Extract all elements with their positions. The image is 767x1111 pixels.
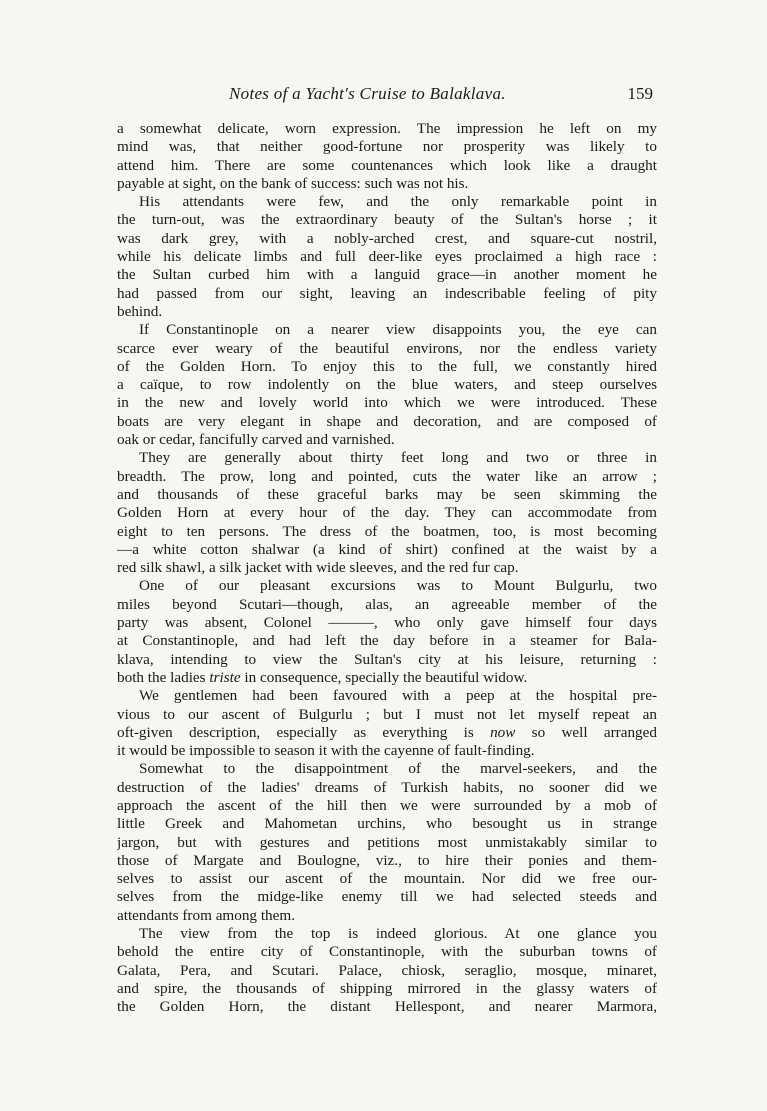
text-line: If Constantinople on a nearer view disappoints you, the eye can xyxy=(139,321,657,339)
text-line: and spire, the thousands of shipping mirrored in the glassy waters of xyxy=(117,979,657,997)
text-line: Somewhat to the disappointment of the marvel-seekers, and the xyxy=(139,760,657,778)
text-line: red silk shawl, a silk jacket with wide sleeves, and the red fur cap. xyxy=(117,559,519,577)
text-line: oft-given description, especially as everything is now so well arranged xyxy=(117,723,657,741)
page-number: 159 xyxy=(627,84,653,103)
text-line: oak or cedar, fancifully carved and varnished. xyxy=(117,431,395,449)
text-line: a somewhat delicate, worn expression. The impression he left on my xyxy=(117,120,657,137)
text-line: jargon, but with gestures and petitions most unmistakably similar to xyxy=(117,833,657,851)
text-line: party was absent, Colonel ———, who only gave himself four days xyxy=(117,614,657,632)
text-line: klava, intending to view the Sultan's city at his leisure, returning : xyxy=(117,650,657,668)
text-line: approach the ascent of the hill then we were surrounded by a mob of xyxy=(117,796,657,814)
text-line: in the new and lovely world into which we were introduced. These xyxy=(117,394,657,412)
text-line: vious to our ascent of Bulgurlu ; but I must not let myself repeat an xyxy=(117,705,657,723)
text-line: mind was, that neither good-fortune nor prosperity was likely to xyxy=(117,138,657,156)
text-line: eight to ten persons. The dress of the boatmen, too, is most becoming xyxy=(117,522,657,540)
text-line: selves to assist our ascent of the mountain. Nor did we free our- xyxy=(117,870,657,888)
running-head xyxy=(117,84,657,110)
body-text xyxy=(117,120,657,1017)
text-line: destruction of the ladies' dreams of Turkish habits, no sooner did we xyxy=(117,778,657,796)
text-line: had passed from our sight, leaving an indescribable feeling of pity xyxy=(117,284,657,302)
text-line: while his delicate limbs and full deer-like eyes proclaimed a high race : xyxy=(117,248,657,266)
text-line: We gentlemen had been favoured with a peep at the hospital pre- xyxy=(139,687,657,705)
text-line: behold the entire city of Constantinople, with the suburban towns of xyxy=(117,943,657,961)
text-line: Golden Horn at every hour of the day. They can accommodate from xyxy=(117,504,657,522)
text-line: The view from the top is indeed glorious. At one glance you xyxy=(139,925,657,943)
text-line: little Greek and Mahometan urchins, who besought us in strange xyxy=(117,815,657,833)
text-line: —a white cotton shalwar (a kind of shirt) confined at the waist by a xyxy=(117,540,657,558)
text-line: the Sultan curbed him with a languid grace—in another moment he xyxy=(117,266,657,284)
text-line: those of Margate and Boulogne, viz., to hire their ponies and them- xyxy=(117,851,657,869)
text-line: it would be impossible to season it with the cayenne of fault-finding. xyxy=(117,742,535,760)
text-line: attendants from among them. xyxy=(117,906,295,924)
text-line: a caïque, to row indolently on the blue waters, and steep ourselves xyxy=(117,376,657,394)
text-line: both the ladies triste in consequence, specially the beautiful widow. xyxy=(117,668,528,686)
text-line: at Constantinople, and had left the day before in a steamer for Bala- xyxy=(117,632,657,650)
text-line: and thousands of these graceful barks may be seen skimming the xyxy=(117,485,657,503)
text-line: of the Golden Horn. To enjoy this to the full, we constantly hired xyxy=(117,357,657,375)
text-line: breadth. The prow, long and pointed, cuts the water like an arrow ; xyxy=(117,467,657,485)
text-line: was dark grey, with a nobly-arched crest, and square-cut nostril, xyxy=(117,229,657,247)
text-line: boats are very elegant in shape and decoration, and are composed of xyxy=(117,412,657,430)
text-line: attend him. There are some countenances which look like a draught xyxy=(117,156,657,174)
text-line: One of our pleasant excursions was to Mount Bulgurlu, two xyxy=(139,577,657,595)
text-line: His attendants were few, and the only remarkable point in xyxy=(139,193,657,211)
text-line: behind. xyxy=(117,302,163,320)
text-line: payable at sight, on the bank of success: such was not his. xyxy=(117,174,469,192)
text-line: scarce ever weary of the beautiful environs, nor the endless variety xyxy=(117,339,657,357)
text-line: the Golden Horn, the distant Hellespont, and nearer Marmora, xyxy=(117,998,657,1016)
running-title: Notes of a Yacht's Cruise to Balaklava. xyxy=(229,84,506,103)
text-line: the turn-out, was the extraordinary beauty of the Sultan's horse ; it xyxy=(117,211,657,229)
text-line: selves from the midge-like enemy till we had selected steeds and xyxy=(117,888,657,906)
text-line: Galata, Pera, and Scutari. Palace, chiosk, seraglio, mosque, minaret, xyxy=(117,961,657,979)
text-line: miles beyond Scutari—though, alas, an agreeable member of the xyxy=(117,595,657,613)
text-line: They are generally about thirty feet long and two or three in xyxy=(139,449,657,467)
